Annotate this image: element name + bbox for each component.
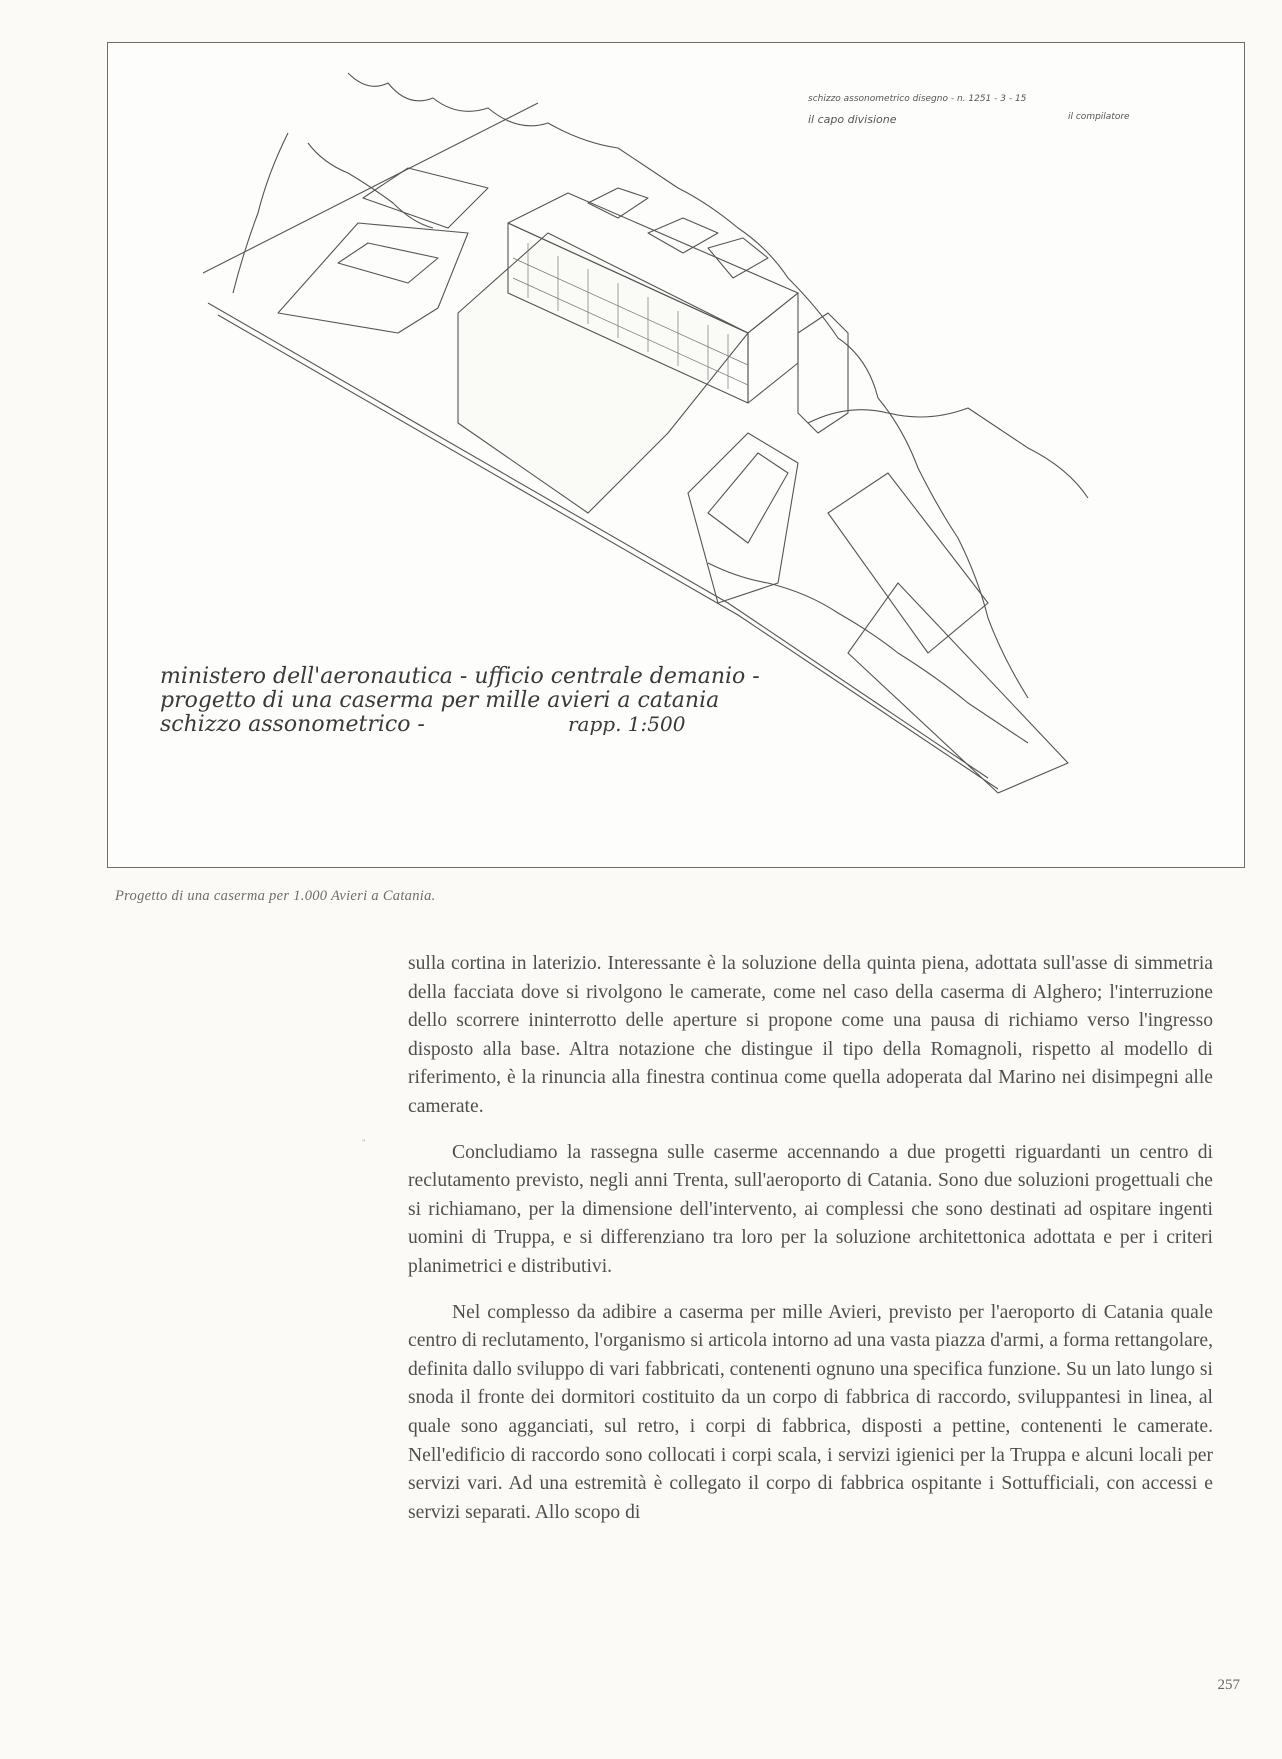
title-block-line2: progetto di una caserma per mille avieri a catania	[160, 688, 720, 713]
paragraph: Nel complesso da adibire a caserma per mille Avieri, previsto per l'aeroporto di Catania quale centro di reclutamento, l'organismo si articola intorno ad una vasta piazza d'armi, a forma rettangolare, definita dallo sviluppo di vari fabbricati, contenenti ognuno una specifica funzione. Su un lato lungo si snoda il fronte dei dormitori costituito da un corpo di fabbrica di raccordo, sviluppantesi in linea, al quale sono agganciati, sul retro, i corpi di fabbrica, disposti a pettine, contenenti le camerate. Nell'edificio di raccordo sono collocati i corpi scala, i servizi igienici per la Truppa e alcuni locali per servizi vari. Ad una estremità è collegato il corpo di fabbrica ospitante i Sottufficiali, con accessi e servizi separati. Allo scopo di	[408, 1301, 1213, 1523]
margin-mark: "	[362, 1138, 366, 1148]
page-number: 257	[1217, 1677, 1240, 1693]
dormitory-end	[748, 293, 798, 403]
axonometric-drawing-figure	[107, 42, 1245, 868]
lower-right-roof	[708, 453, 788, 543]
title-block-line1: ministero dell'aeronautica - ufficio centrale demanio -	[160, 664, 760, 689]
left-building-roof	[363, 168, 488, 228]
comb-block-1	[588, 188, 648, 218]
figure-caption: Progetto di una caserma per 1.000 Avieri a Catania.	[115, 888, 436, 904]
annotation-line3: il compilatore	[1068, 112, 1130, 122]
axonometric-sketch	[108, 43, 1245, 868]
lawn-2	[848, 583, 1068, 793]
annotation-line2: il capo divisione	[808, 113, 897, 126]
paragraph: Concludiamo la rassegna sulle caserme accennando a due progetti riguardanti un centro di reclutamento previsto, negli anni Trenta, sull'aeroporto di Catania. Sono due soluzioni progettuali che si richiamano, per la dimensione dell'intervento, ai complessi che sono destinati ad ospitare ingenti uomini di Truppa, e si differenziano tra loro per la soluzione architettonica adottata e per i criteri planimetrici e distributivi.	[408, 1141, 1213, 1277]
lawn-1	[828, 473, 988, 653]
tree-row-left	[233, 133, 288, 293]
annotation-line1: schizzo assonometrico disegno - n. 1251 - 3 - 15	[808, 94, 1027, 104]
left-courtyard	[338, 243, 438, 283]
right-tower	[798, 313, 848, 433]
title-block-line3: schizzo assonometrico -	[160, 712, 425, 737]
title-block-scale: rapp. 1:500	[568, 712, 686, 736]
comb-block-2	[648, 218, 718, 253]
paragraph: sulla cortina in laterizio. Interessante è la soluzione della quinta piena, adottata sull'asse di simmetria della facciata dove si rivolgono le camerate, come nel caso della caserma di Alghero; l'interruzione dello scorrere ininterrotto delle aperture si propone come una pausa di richiamo verso l'ingresso disposto alla base. Altra notazione che distingue il tipo della Romagnoli, rispetto al modello di riferimento, è la rinuncia alla finestra continua come quella adoperata dal Marino nei disimpegni alle camerate.	[408, 953, 1213, 1117]
body-text	[408, 950, 1213, 1544]
parade-ground	[458, 233, 748, 513]
left-building	[278, 223, 468, 333]
hedge-right	[808, 408, 1088, 498]
hedge-left	[308, 143, 433, 228]
